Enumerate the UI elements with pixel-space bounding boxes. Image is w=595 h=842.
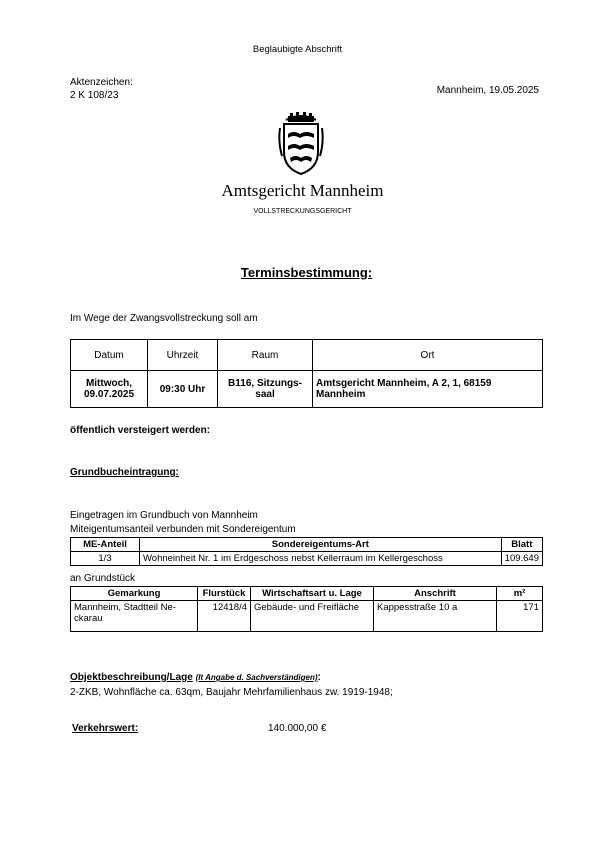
appointment-weekday: Mittwoch,: [85, 378, 133, 389]
share-table: [70, 537, 543, 566]
plot-district: Mannheim, Stadtteil Ne-ckarau: [71, 601, 198, 632]
place-date: Mannheim, 19.05.2025: [436, 85, 539, 96]
object-heading: [70, 672, 321, 683]
market-value-label: Verkehrswert:: [72, 723, 139, 734]
appointment-room-line2: saal: [255, 389, 275, 400]
share-sheet: 109.649: [501, 552, 542, 566]
intro-text: Im Wege der Zwangsvollstreckung soll am: [70, 313, 258, 324]
court-subtitle: VOLLSTRECKUNGSGERICHT: [253, 208, 352, 215]
appointment-place-line2: Mannheim: [316, 389, 366, 400]
appointment-place: [313, 371, 543, 408]
object-description: 2-ZKB, Wohnfläche ca. 63qm, Baujahr Mehrfamilienhaus zw. 1919-1948;: [70, 687, 393, 698]
land-register-heading: Grundbucheintragung:: [70, 467, 179, 478]
appointment-time: 09:30 Uhr: [148, 371, 218, 408]
plot-area: 171: [497, 601, 543, 632]
plot-address: Kappesstraße 10 a: [374, 601, 497, 632]
appointment-place-line1: Amtsgericht Mannheim, A 2, 1, 68159: [316, 378, 492, 389]
plot-header-area: m²: [497, 587, 543, 601]
plot-header-district: Gemarkung: [71, 587, 198, 601]
object-heading-note: (lt Angabe d. Sachverständigen): [195, 673, 318, 682]
header-place: Ort: [313, 340, 543, 371]
copy-note: Beglaubigte Abschrift: [252, 44, 343, 55]
share-header-sheet: Blatt: [501, 538, 542, 552]
appointment-date: [71, 371, 148, 408]
plot-parcel: 12418/4: [198, 601, 251, 632]
object-heading-colon: :: [317, 672, 321, 683]
share-type: Wohneinheit Nr. 1 im Erdgeschoss nebst Kellerraum im Kellergeschoss: [140, 552, 502, 566]
share-fraction: 1/3: [71, 552, 140, 566]
coat-of-arms-icon: [278, 112, 324, 176]
file-number: 2 K 108/23: [70, 90, 119, 101]
share-header-fraction: ME-Anteil: [71, 538, 140, 552]
market-value: 140.000,00 €: [268, 723, 327, 734]
plot-header-address: Anschrift: [374, 587, 497, 601]
header-room: Raum: [218, 340, 313, 371]
registered-text: Eingetragen im Grundbuch von Mannheim: [70, 510, 258, 521]
appointment-room-line1: B116, Sitzungs-: [228, 378, 302, 389]
plot-header-usage: Wirtschaftsart u. Lage: [251, 587, 374, 601]
header-date: Datum: [71, 340, 148, 371]
file-label: Aktenzeichen:: [70, 77, 133, 88]
appointment-room: [218, 371, 313, 408]
plot-usage: Gebäude- und Freifläche: [251, 601, 374, 632]
plot-header-parcel: Flurstück: [198, 587, 251, 601]
auction-text: öffentlich versteigert werden:: [70, 425, 211, 436]
object-heading-label: Objektbeschreibung/Lage: [70, 672, 193, 683]
header-time: Uhrzeit: [148, 340, 218, 371]
appointment-date-value: 09.07.2025: [83, 389, 135, 400]
page-title: Terminsbestimmung:: [240, 265, 373, 280]
co-ownership-text: Miteigentumsanteil verbunden mit Sondereigentum: [70, 524, 296, 535]
plot-text: an Grundstück: [70, 573, 136, 584]
plot-table: [70, 586, 543, 632]
share-header-type: Sondereigentums-Art: [140, 538, 502, 552]
court-name: Amtsgericht Mannheim: [221, 181, 384, 200]
appointment-table: [70, 339, 543, 408]
